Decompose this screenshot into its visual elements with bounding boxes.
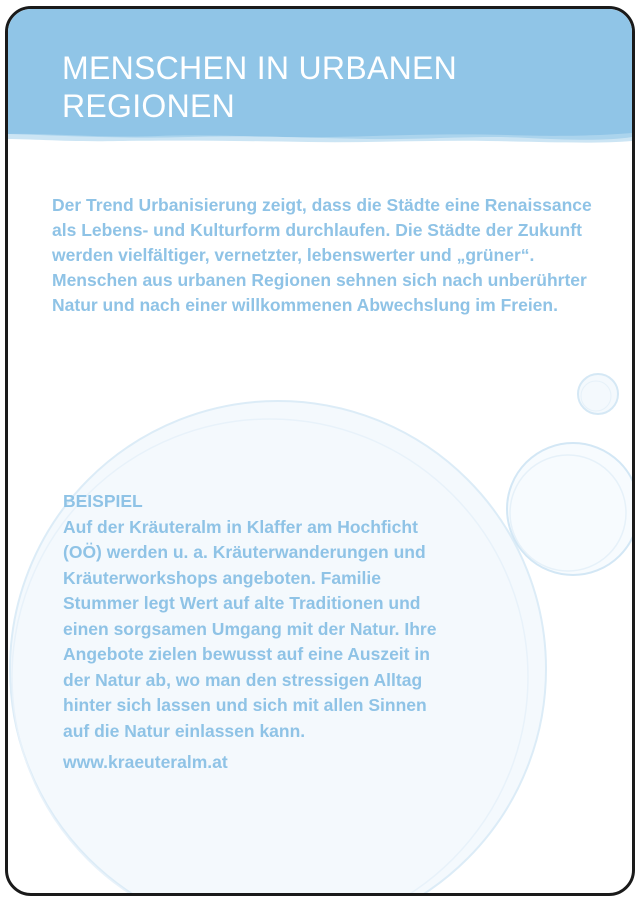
example-block <box>63 489 443 776</box>
example-text: Auf der Kräuteralm in Klaffer am Hochficht (OÖ) werden u. a. Kräuterwanderungen und Kräuterworkshops angeboten. Familie Stummer legt Wert auf alte Traditionen und einen sorgsamen Umgang mit der Natur. Ihre Angebote zielen bewusst auf eine Auszeit in der Natur ab, wo man den stressigen Alltag hinter sich lassen und sich mit allen Sinnen auf die Natur einlassen kann. <box>63 516 437 741</box>
page-title: MENSCHEN IN URBANEN REGIONEN <box>62 50 458 124</box>
intro-paragraph: Der Trend Urbanisierung zeigt, dass die Städte eine Renaissance als Lebens- und Kulturform durchlaufen. Die Städte der Zukunft werden vielfältiger, vernetzter, lebenswerter und „grüner“. Menschen aus urbanen Regionen sehnen sich nach unberührter Natur und nach einer willkommenen Abwechslung im Freien. <box>52 195 592 315</box>
example-label: BEISPIEL <box>63 491 143 511</box>
info-card <box>5 6 635 896</box>
small-bubble <box>578 374 618 414</box>
website-link[interactable]: www.kraeuteralm.at <box>63 752 228 772</box>
medium-bubble <box>507 443 632 575</box>
